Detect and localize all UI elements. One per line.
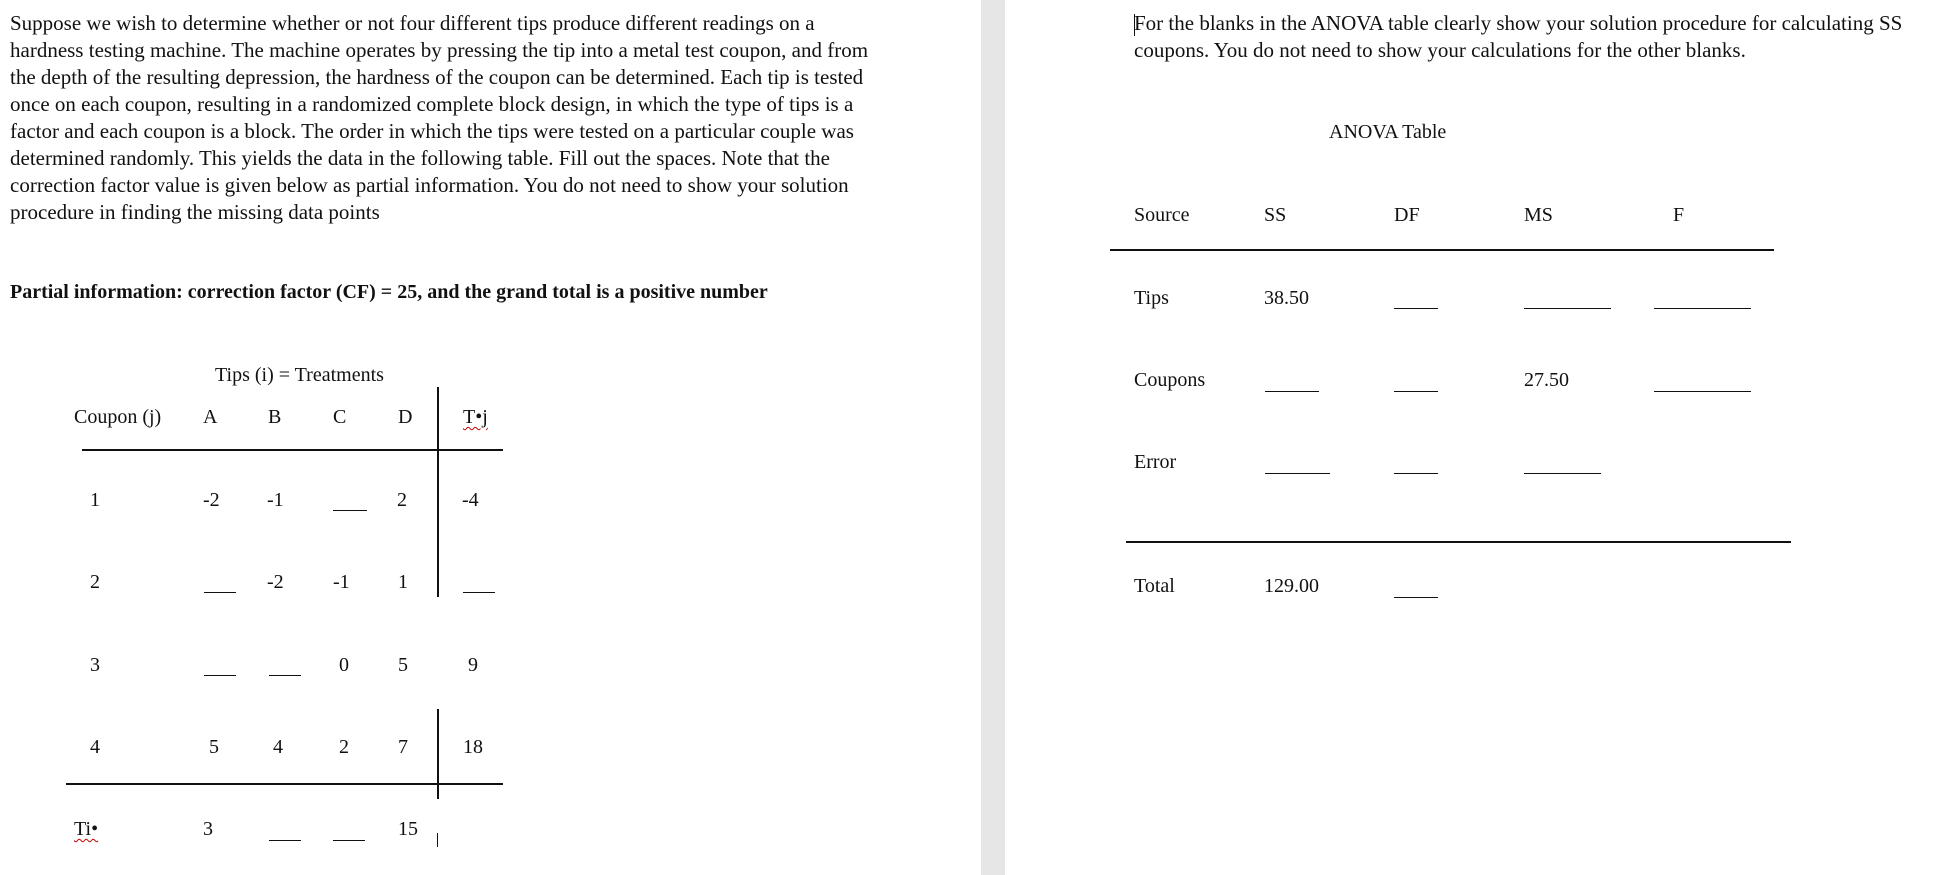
cell-a: 5 — [209, 736, 219, 758]
blank-cell-c[interactable] — [333, 510, 367, 511]
anova-header-ms: MS — [1524, 204, 1553, 226]
blank-total-c[interactable] — [333, 840, 365, 841]
coupon-label: 3 — [90, 654, 100, 676]
anova-header-df: DF — [1394, 204, 1420, 226]
coupons-ms: 27.50 — [1524, 369, 1569, 391]
cell-c: 2 — [339, 736, 349, 758]
blank-tips-ms[interactable] — [1524, 308, 1611, 309]
blank-coupons-df[interactable] — [1394, 391, 1438, 392]
col-header-a: A — [203, 406, 218, 428]
blank-total-df[interactable] — [1394, 597, 1438, 598]
cell-b: -2 — [267, 571, 284, 593]
table-caption: Tips (i) = Treatments — [215, 364, 384, 386]
blank-coupons-f[interactable] — [1654, 391, 1751, 392]
anova-header-rule — [1110, 249, 1774, 251]
cell-total: 9 — [468, 654, 478, 676]
cell-b: -1 — [267, 489, 284, 511]
tips-ss: 38.50 — [1264, 287, 1309, 309]
cell-d: 2 — [397, 489, 407, 511]
col-header-total: T•j — [463, 406, 488, 428]
col-header-d: D — [398, 406, 413, 428]
anova-total-rule — [1126, 541, 1791, 543]
row-label-coupons: Coupons — [1134, 369, 1206, 391]
cell-c: -1 — [333, 571, 350, 593]
page-gutter — [981, 0, 1005, 875]
header-rule — [82, 449, 503, 451]
row-label-error: Error — [1134, 451, 1177, 473]
col-header-c: C — [333, 406, 347, 428]
totals-label: Ti• — [74, 818, 99, 840]
total-ss: 129.00 — [1264, 575, 1319, 597]
blank-cell-a[interactable] — [204, 592, 236, 593]
coupon-label: 4 — [90, 736, 100, 758]
blank-coupons-ss[interactable] — [1265, 391, 1319, 392]
blank-cell-total[interactable] — [463, 592, 495, 593]
cell-d: 1 — [398, 571, 408, 593]
blank-error-df[interactable] — [1394, 473, 1438, 474]
anova-header-source: Source — [1134, 204, 1190, 226]
anova-header-f: F — [1673, 204, 1685, 226]
blank-tips-f[interactable] — [1654, 308, 1751, 309]
col-header-coupon: Coupon (j) — [74, 406, 162, 428]
cell-d: 7 — [398, 736, 408, 758]
cell-total: -4 — [462, 489, 479, 511]
blank-cell-a[interactable] — [204, 675, 236, 676]
row-label-total: Total — [1134, 575, 1175, 597]
cell-c: 0 — [339, 654, 349, 676]
vertical-rule-upper — [437, 387, 439, 597]
total-d: 15 — [398, 818, 418, 840]
blank-error-ss[interactable] — [1265, 473, 1330, 474]
problem-paragraph: Suppose we wish to determine whether or not four different tips produce different readings on a hardness testing machine. The machine operates by pressing the tip into a metal test coupon, and from the depth of the resulting depression, the hardness of the coupon can be determined. Each tip is tested once on each coupon, resulting in a randomized complete block design, in which the type of tips is a factor and each coupon is a block. The order in which the tips were tested on a particular couple was determined randomly. This yields the data in the following table. Fill out the spaces. Note that the correction factor value is given below as partial information. You do not need to show your solution procedure in finding the missing data points — [10, 11, 869, 224]
total-a: 3 — [203, 818, 213, 840]
vertical-rule-stub — [437, 833, 438, 847]
anova-instructions: For the blanks in the ANOVA table clearly show your solution procedure for calculating SS coupons. You do not need to show your calculations for the other blanks. — [1134, 11, 1903, 62]
cell-d: 5 — [398, 654, 408, 676]
blank-error-ms[interactable] — [1524, 473, 1601, 474]
vertical-rule-lower — [437, 709, 439, 799]
anova-header-ss: SS — [1264, 204, 1287, 226]
cell-b: 4 — [273, 736, 283, 758]
blank-tips-df[interactable] — [1394, 308, 1438, 309]
blank-cell-b[interactable] — [269, 675, 301, 676]
row-label-tips: Tips — [1134, 287, 1169, 309]
cell-total: 18 — [463, 736, 483, 758]
cell-a: -2 — [203, 489, 220, 511]
coupon-label: 1 — [90, 489, 100, 511]
partial-info: Partial information: correction factor (CF) = 25, and the grand total is a positive number — [10, 281, 768, 303]
col-header-b: B — [268, 406, 282, 428]
blank-total-b[interactable] — [269, 840, 301, 841]
coupon-label: 2 — [90, 571, 100, 593]
anova-title: ANOVA Table — [1329, 121, 1447, 143]
